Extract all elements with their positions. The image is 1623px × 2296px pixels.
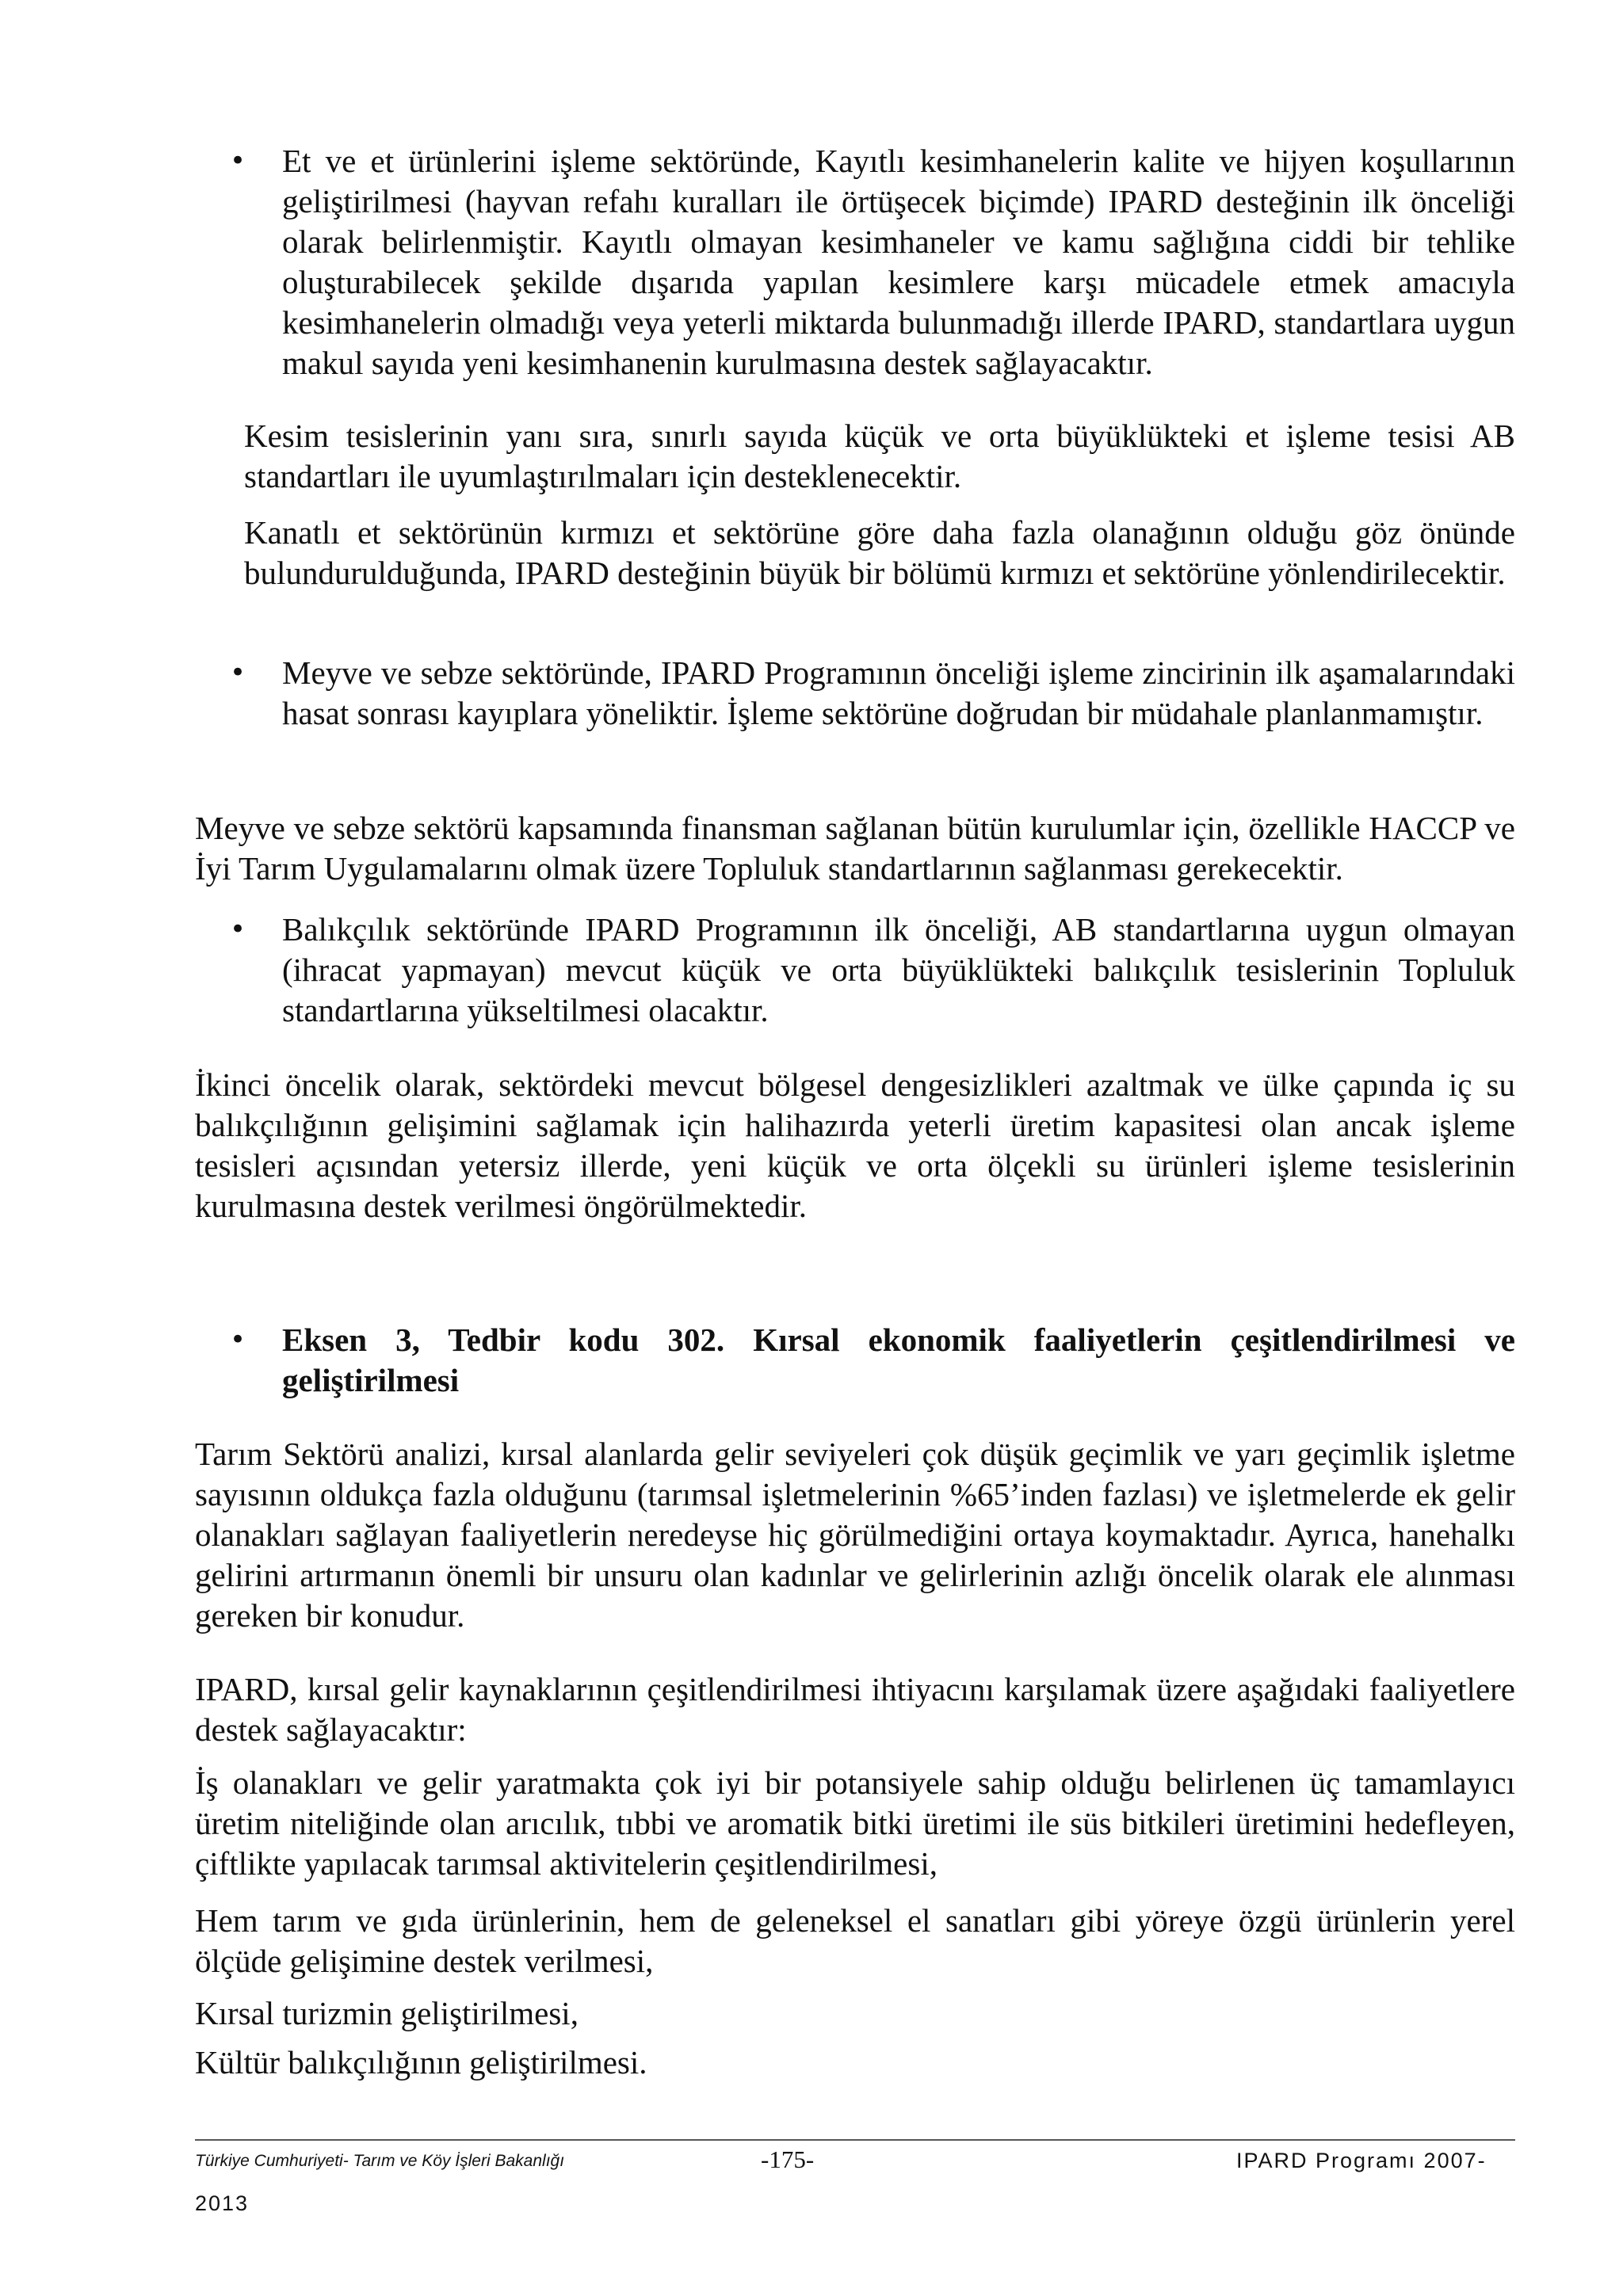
paragraph-diversification: İş olanakları ve gelir yaratmakta çok iyi bir potansiyele sahip olduğu belirlenen üç tamamlayıcı üretim niteliğinde olan arıcılık, tıbbi ve aromatik bitki üretimi ile süs bitkileri üretimini hedefleyen, çiftlikte yapılacak tarımsal aktivitelerin çeşitlendirilmesi, [195,1764,1515,1882]
footer-program: IPARD Programı 2007- [1236,2149,1487,2172]
paragraph-slaughter-facilities: Kesim tesislerinin yanı sıra, sınırlı sayıda küçük ve orta büyüklükteki et işleme tesisi AB standartları ile uyumlaştırılmaları için desteklenecektir. [244,418,1515,494]
paragraph-fruit-standards: Meyve ve sebze sektörü kapsamında finansman sağlanan bütün kurulumlar için, özellikle HACCP ve İyi Tarım Uygulamalarını olmak üzere Topluluk standartlarının sağlanması gerekecektir. [195,810,1515,887]
footer-year: 2013 [195,2191,250,2215]
paragraph-sector-analysis: Tarım Sektörü analizi, kırsal alanlarda gelir seviyeleri çok düşük geçimlik ve yarı geçimlik işletme sayısının oldukça fazla olduğunu (tarımsal işletmelerinin %65’inden fazlası) ve işletmelerde ek gelir olanakları sağlayan faaliyetlerin neredeyse hiç görülmediğini ortaya koymaktadır. Ayrıca, hanehalkı gelirini artırmanın önemli bir unsuru olan kadınlar ve gelirlerinin azlığı öncelik olarak ele alınması gereken bir konudur. [195,1436,1515,1634]
bullet-fruit-vegetable: Meyve ve sebze sektöründe, IPARD Programının önceliği işleme zincirinin ilk aşamalarındaki hasat sonrası kayıplara yöneliktir. İşleme sektörüne doğrudan bir müdahale planlanmamıştır. [282,654,1515,731]
paragraph-second-priority: İkinci öncelik olarak, sektördeki mevcut bölgesel dengesizlikleri azaltmak ve ülke çapında iç su balıkçılığının gelişimini sağlamak için halihazırda yeterli üretim kapasitesi olan ancak işleme tesisleri açısından yetersiz illerde, yeni küçük ve orta ölçekli su ürünleri işleme tesislerinin kurulmasına destek verilmesi öngörülmektedir. [195,1066,1515,1224]
footer-divider [195,2139,1515,2141]
bullet-marker: • [230,145,246,177]
section-heading-measure-302: Eksen 3, Tedbir kodu 302. Kırsal ekonomik faaliyetlerin çeşitlendirilmesi ve geliştirilmesi [282,1322,1515,1398]
bullet-marker: • [230,657,246,688]
paragraph-ipard-support: IPARD, kırsal gelir kaynaklarının çeşitlendirilmesi ihtiyacını karşılamak üzere aşağıdaki faaliyetlere destek sağlayacaktır: [195,1671,1515,1748]
footer-page-number: -175- [761,2145,815,2173]
paragraph-local-products: Hem tarım ve gıda ürünlerinin, hem de geleneksel el sanatları gibi yöreye özgü ürünlerin yerel ölçüde gelişimine destek verilmesi, [195,1902,1515,1979]
bullet-fisheries: Balıkçılık sektöründe IPARD Programının ilk önceliği, AB standartlarına uygun olmayan (ihracat yapmayan) mevcut küçük ve orta büyüklükteki balıkçılık tesislerinin Topluluk standartlarına yükseltilmesi olacaktır. [282,911,1515,1028]
paragraph-poultry-sector: Kanatlı et sektörünün kırmızı et sektörüne göre daha fazla olanağının olduğu göz önünde bulundurulduğunda, IPARD desteğinin büyük bir bölümü kırmızı et sektörüne yönlendirilecektir. [244,514,1515,591]
footer-ministry: Türkiye Cumhuriyeti- Tarım ve Köy İşleri Bakanlığı [195,2152,565,2170]
bullet-marker: • [230,913,246,945]
paragraph-rural-tourism: Kırsal turizmin geliştirilmesi, [195,1995,579,2031]
paragraph-aquaculture: Kültür balıkçılığının geliştirilmesi. [195,2044,647,2081]
bullet-marker: • [230,1324,246,1356]
bullet-meat-sector: Et ve et ürünlerini işleme sektöründe, Kayıtlı kesimhanelerin kalite ve hijyen koşullarının geliştirilmesi (hayvan refahı kuralları ile örtüşecek biçimde) IPARD desteğinin ilk önceliği olarak belirlenmiştir. Kayıtlı olmayan kesimhaneler ve kamu sağlığına ciddi bir tehlike oluşturabilecek şekilde dışarıda yapılan kesimlere karşı mücadele etmek amacıyla kesimhanelerin olmadığı veya yeterli miktarda bulunmadığı illerde IPARD, standartlara uygun makul sayıda yeni kesimhanenin kurulmasına destek sağlayacaktır. [282,143,1515,381]
